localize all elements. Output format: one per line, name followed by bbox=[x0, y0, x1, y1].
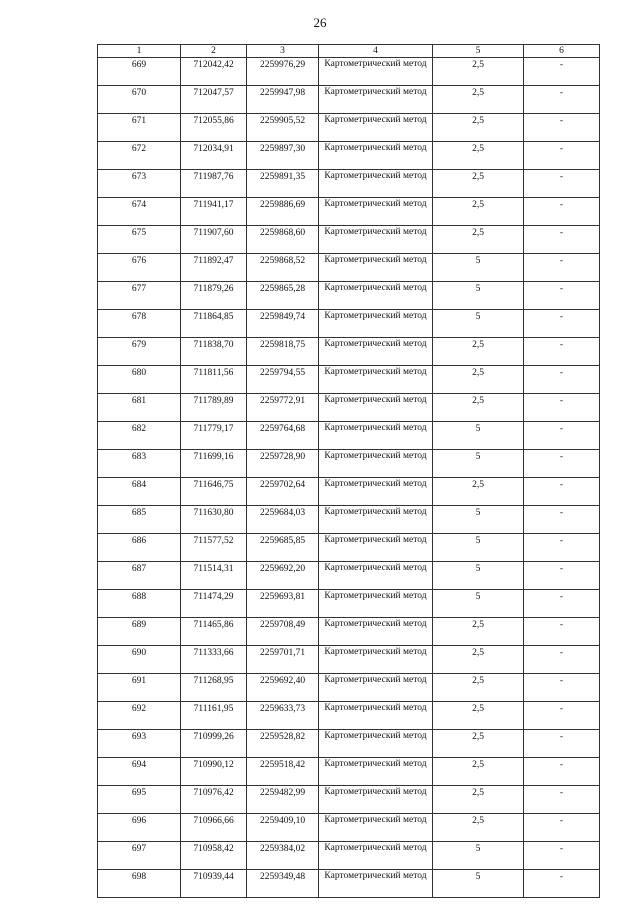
note-cell: - bbox=[524, 730, 600, 758]
y-coordinate-cell: 2259976,29 bbox=[247, 58, 319, 86]
accuracy-cell: 5 bbox=[433, 254, 524, 282]
point-number-cell: 691 bbox=[98, 674, 181, 702]
x-coordinate-cell: 711577,52 bbox=[181, 534, 247, 562]
accuracy-cell: 2,5 bbox=[433, 394, 524, 422]
note-cell: - bbox=[524, 226, 600, 254]
table-row bbox=[98, 282, 600, 310]
table-row bbox=[98, 366, 600, 394]
accuracy-cell: 5 bbox=[433, 450, 524, 478]
accuracy-cell: 2,5 bbox=[433, 198, 524, 226]
table-row bbox=[98, 450, 600, 478]
x-coordinate-cell: 711646,75 bbox=[181, 478, 247, 506]
method-cell: Картометрический метод bbox=[319, 478, 433, 506]
y-coordinate-cell: 2259685,85 bbox=[247, 534, 319, 562]
method-cell: Картометрический метод bbox=[319, 450, 433, 478]
table-row bbox=[98, 310, 600, 338]
note-cell: - bbox=[524, 590, 600, 618]
point-number-cell: 687 bbox=[98, 562, 181, 590]
x-coordinate-cell: 710939,44 bbox=[181, 870, 247, 898]
accuracy-cell: 5 bbox=[433, 282, 524, 310]
x-coordinate-cell: 711811,56 bbox=[181, 366, 247, 394]
table-row bbox=[98, 394, 600, 422]
y-coordinate-cell: 2259728,90 bbox=[247, 450, 319, 478]
method-cell: Картометрический метод bbox=[319, 366, 433, 394]
point-number-cell: 669 bbox=[98, 58, 181, 86]
table-row bbox=[98, 646, 600, 674]
note-cell: - bbox=[524, 842, 600, 870]
accuracy-cell: 2,5 bbox=[433, 814, 524, 842]
table-body bbox=[98, 58, 600, 898]
y-coordinate-cell: 2259518,42 bbox=[247, 758, 319, 786]
y-coordinate-cell: 2259886,69 bbox=[247, 198, 319, 226]
table-row bbox=[98, 58, 600, 86]
accuracy-cell: 5 bbox=[433, 590, 524, 618]
note-cell: - bbox=[524, 506, 600, 534]
x-coordinate-cell: 711779,17 bbox=[181, 422, 247, 450]
note-cell: - bbox=[524, 394, 600, 422]
accuracy-cell: 2,5 bbox=[433, 58, 524, 86]
accuracy-cell: 2,5 bbox=[433, 114, 524, 142]
method-cell: Картометрический метод bbox=[319, 282, 433, 310]
method-cell: Картометрический метод bbox=[319, 422, 433, 450]
point-number-cell: 678 bbox=[98, 310, 181, 338]
method-cell: Картометрический метод bbox=[319, 814, 433, 842]
point-number-cell: 697 bbox=[98, 842, 181, 870]
x-coordinate-cell: 712055,86 bbox=[181, 114, 247, 142]
point-number-cell: 672 bbox=[98, 142, 181, 170]
column-header-2: 2 bbox=[181, 45, 247, 58]
point-number-cell: 688 bbox=[98, 590, 181, 618]
accuracy-cell: 2,5 bbox=[433, 730, 524, 758]
header-row bbox=[98, 45, 600, 58]
note-cell: - bbox=[524, 310, 600, 338]
method-cell: Картометрический метод bbox=[319, 86, 433, 114]
note-cell: - bbox=[524, 674, 600, 702]
method-cell: Картометрический метод bbox=[319, 674, 433, 702]
x-coordinate-cell: 710966,66 bbox=[181, 814, 247, 842]
note-cell: - bbox=[524, 702, 600, 730]
table-row bbox=[98, 618, 600, 646]
x-coordinate-cell: 711987,76 bbox=[181, 170, 247, 198]
table-row bbox=[98, 590, 600, 618]
accuracy-cell: 2,5 bbox=[433, 170, 524, 198]
table-row bbox=[98, 338, 600, 366]
y-coordinate-cell: 2259349,48 bbox=[247, 870, 319, 898]
accuracy-cell: 5 bbox=[433, 310, 524, 338]
x-coordinate-cell: 711789,89 bbox=[181, 394, 247, 422]
point-number-cell: 685 bbox=[98, 506, 181, 534]
accuracy-cell: 2,5 bbox=[433, 86, 524, 114]
x-coordinate-cell: 711333,66 bbox=[181, 646, 247, 674]
x-coordinate-cell: 710999,26 bbox=[181, 730, 247, 758]
table-row bbox=[98, 786, 600, 814]
point-number-cell: 683 bbox=[98, 450, 181, 478]
note-cell: - bbox=[524, 114, 600, 142]
note-cell: - bbox=[524, 338, 600, 366]
table-row bbox=[98, 506, 600, 534]
point-number-cell: 689 bbox=[98, 618, 181, 646]
y-coordinate-cell: 2259692,20 bbox=[247, 562, 319, 590]
y-coordinate-cell: 2259891,35 bbox=[247, 170, 319, 198]
method-cell: Картометрический метод bbox=[319, 786, 433, 814]
y-coordinate-cell: 2259865,28 bbox=[247, 282, 319, 310]
x-coordinate-cell: 711941,17 bbox=[181, 198, 247, 226]
method-cell: Картометрический метод bbox=[319, 590, 433, 618]
point-number-cell: 681 bbox=[98, 394, 181, 422]
note-cell: - bbox=[524, 562, 600, 590]
column-header-6: 6 bbox=[524, 45, 600, 58]
point-number-cell: 676 bbox=[98, 254, 181, 282]
table-row bbox=[98, 758, 600, 786]
accuracy-cell: 5 bbox=[433, 842, 524, 870]
accuracy-cell: 2,5 bbox=[433, 618, 524, 646]
accuracy-cell: 2,5 bbox=[433, 478, 524, 506]
note-cell: - bbox=[524, 618, 600, 646]
method-cell: Картометрический метод bbox=[319, 758, 433, 786]
y-coordinate-cell: 2259772,91 bbox=[247, 394, 319, 422]
x-coordinate-cell: 711864,85 bbox=[181, 310, 247, 338]
accuracy-cell: 2,5 bbox=[433, 646, 524, 674]
accuracy-cell: 2,5 bbox=[433, 226, 524, 254]
table-row bbox=[98, 702, 600, 730]
accuracy-cell: 2,5 bbox=[433, 674, 524, 702]
point-number-cell: 675 bbox=[98, 226, 181, 254]
table-row bbox=[98, 170, 600, 198]
accuracy-cell: 2,5 bbox=[433, 758, 524, 786]
method-cell: Картометрический метод bbox=[319, 310, 433, 338]
note-cell: - bbox=[524, 86, 600, 114]
table-row bbox=[98, 674, 600, 702]
method-cell: Картометрический метод bbox=[319, 170, 433, 198]
column-header-1: 1 bbox=[98, 45, 181, 58]
note-cell: - bbox=[524, 58, 600, 86]
method-cell: Картометрический метод bbox=[319, 338, 433, 366]
page-number: 26 bbox=[313, 15, 327, 30]
x-coordinate-cell: 710976,42 bbox=[181, 786, 247, 814]
accuracy-cell: 5 bbox=[433, 506, 524, 534]
y-coordinate-cell: 2259868,60 bbox=[247, 226, 319, 254]
y-coordinate-cell: 2259702,64 bbox=[247, 478, 319, 506]
x-coordinate-cell: 711838,70 bbox=[181, 338, 247, 366]
y-coordinate-cell: 2259947,98 bbox=[247, 86, 319, 114]
method-cell: Картометрический метод bbox=[319, 226, 433, 254]
y-coordinate-cell: 2259897,30 bbox=[247, 142, 319, 170]
x-coordinate-cell: 711879,26 bbox=[181, 282, 247, 310]
note-cell: - bbox=[524, 366, 600, 394]
method-cell: Картометрический метод bbox=[319, 114, 433, 142]
accuracy-cell: 2,5 bbox=[433, 338, 524, 366]
table-row bbox=[98, 198, 600, 226]
point-number-cell: 670 bbox=[98, 86, 181, 114]
column-header-3: 3 bbox=[247, 45, 319, 58]
table-row bbox=[98, 730, 600, 758]
method-cell: Картометрический метод bbox=[319, 730, 433, 758]
note-cell: - bbox=[524, 142, 600, 170]
note-cell: - bbox=[524, 814, 600, 842]
accuracy-cell: 2,5 bbox=[433, 702, 524, 730]
point-number-cell: 680 bbox=[98, 366, 181, 394]
x-coordinate-cell: 711474,29 bbox=[181, 590, 247, 618]
accuracy-cell: 2,5 bbox=[433, 786, 524, 814]
x-coordinate-cell: 710958,42 bbox=[181, 842, 247, 870]
table-row bbox=[98, 870, 600, 898]
point-number-cell: 690 bbox=[98, 646, 181, 674]
table-row bbox=[98, 114, 600, 142]
y-coordinate-cell: 2259633,73 bbox=[247, 702, 319, 730]
x-coordinate-cell: 710990,12 bbox=[181, 758, 247, 786]
x-coordinate-cell: 712042,42 bbox=[181, 58, 247, 86]
table-row bbox=[98, 534, 600, 562]
point-number-cell: 671 bbox=[98, 114, 181, 142]
accuracy-cell: 5 bbox=[433, 870, 524, 898]
y-coordinate-cell: 2259701,71 bbox=[247, 646, 319, 674]
point-number-cell: 673 bbox=[98, 170, 181, 198]
point-number-cell: 686 bbox=[98, 534, 181, 562]
y-coordinate-cell: 2259693,81 bbox=[247, 590, 319, 618]
y-coordinate-cell: 2259708,49 bbox=[247, 618, 319, 646]
accuracy-cell: 5 bbox=[433, 534, 524, 562]
column-header-4: 4 bbox=[319, 45, 433, 58]
method-cell: Картометрический метод bbox=[319, 646, 433, 674]
table-row bbox=[98, 86, 600, 114]
table-header bbox=[98, 45, 600, 58]
note-cell: - bbox=[524, 282, 600, 310]
note-cell: - bbox=[524, 422, 600, 450]
point-number-cell: 694 bbox=[98, 758, 181, 786]
note-cell: - bbox=[524, 870, 600, 898]
y-coordinate-cell: 2259849,74 bbox=[247, 310, 319, 338]
method-cell: Картометрический метод bbox=[319, 142, 433, 170]
note-cell: - bbox=[524, 478, 600, 506]
table-row bbox=[98, 422, 600, 450]
method-cell: Картометрический метод bbox=[319, 58, 433, 86]
point-number-cell: 693 bbox=[98, 730, 181, 758]
method-cell: Картометрический метод bbox=[319, 618, 433, 646]
point-number-cell: 684 bbox=[98, 478, 181, 506]
x-coordinate-cell: 712034,91 bbox=[181, 142, 247, 170]
method-cell: Картометрический метод bbox=[319, 562, 433, 590]
method-cell: Картометрический метод bbox=[319, 870, 433, 898]
y-coordinate-cell: 2259692,40 bbox=[247, 674, 319, 702]
table-row bbox=[98, 226, 600, 254]
method-cell: Картометрический метод bbox=[319, 842, 433, 870]
point-number-cell: 677 bbox=[98, 282, 181, 310]
x-coordinate-cell: 712047,57 bbox=[181, 86, 247, 114]
y-coordinate-cell: 2259818,75 bbox=[247, 338, 319, 366]
accuracy-cell: 5 bbox=[433, 422, 524, 450]
method-cell: Картометрический метод bbox=[319, 254, 433, 282]
table-row bbox=[98, 254, 600, 282]
note-cell: - bbox=[524, 758, 600, 786]
table-row bbox=[98, 842, 600, 870]
y-coordinate-cell: 2259409,10 bbox=[247, 814, 319, 842]
note-cell: - bbox=[524, 646, 600, 674]
x-coordinate-cell: 711892,47 bbox=[181, 254, 247, 282]
coordinates-table bbox=[97, 44, 600, 898]
x-coordinate-cell: 711630,80 bbox=[181, 506, 247, 534]
method-cell: Картометрический метод bbox=[319, 702, 433, 730]
y-coordinate-cell: 2259905,52 bbox=[247, 114, 319, 142]
point-number-cell: 696 bbox=[98, 814, 181, 842]
point-number-cell: 674 bbox=[98, 198, 181, 226]
y-coordinate-cell: 2259868,52 bbox=[247, 254, 319, 282]
x-coordinate-cell: 711465,86 bbox=[181, 618, 247, 646]
y-coordinate-cell: 2259794,55 bbox=[247, 366, 319, 394]
y-coordinate-cell: 2259764,68 bbox=[247, 422, 319, 450]
point-number-cell: 692 bbox=[98, 702, 181, 730]
note-cell: - bbox=[524, 198, 600, 226]
accuracy-cell: 2,5 bbox=[433, 366, 524, 394]
note-cell: - bbox=[524, 450, 600, 478]
table-row bbox=[98, 142, 600, 170]
y-coordinate-cell: 2259482,99 bbox=[247, 786, 319, 814]
y-coordinate-cell: 2259384,02 bbox=[247, 842, 319, 870]
note-cell: - bbox=[524, 254, 600, 282]
x-coordinate-cell: 711268,95 bbox=[181, 674, 247, 702]
table-row bbox=[98, 814, 600, 842]
note-cell: - bbox=[524, 170, 600, 198]
y-coordinate-cell: 2259528,82 bbox=[247, 730, 319, 758]
method-cell: Картометрический метод bbox=[319, 506, 433, 534]
column-header-5: 5 bbox=[433, 45, 524, 58]
point-number-cell: 682 bbox=[98, 422, 181, 450]
note-cell: - bbox=[524, 786, 600, 814]
table-row bbox=[98, 562, 600, 590]
x-coordinate-cell: 711161,95 bbox=[181, 702, 247, 730]
point-number-cell: 695 bbox=[98, 786, 181, 814]
accuracy-cell: 2,5 bbox=[433, 142, 524, 170]
method-cell: Картометрический метод bbox=[319, 534, 433, 562]
point-number-cell: 679 bbox=[98, 338, 181, 366]
x-coordinate-cell: 711514,31 bbox=[181, 562, 247, 590]
accuracy-cell: 5 bbox=[433, 562, 524, 590]
point-number-cell: 698 bbox=[98, 870, 181, 898]
method-cell: Картометрический метод bbox=[319, 394, 433, 422]
method-cell: Картометрический метод bbox=[319, 198, 433, 226]
y-coordinate-cell: 2259684,03 bbox=[247, 506, 319, 534]
x-coordinate-cell: 711907,60 bbox=[181, 226, 247, 254]
note-cell: - bbox=[524, 534, 600, 562]
table-row bbox=[98, 478, 600, 506]
x-coordinate-cell: 711699,16 bbox=[181, 450, 247, 478]
